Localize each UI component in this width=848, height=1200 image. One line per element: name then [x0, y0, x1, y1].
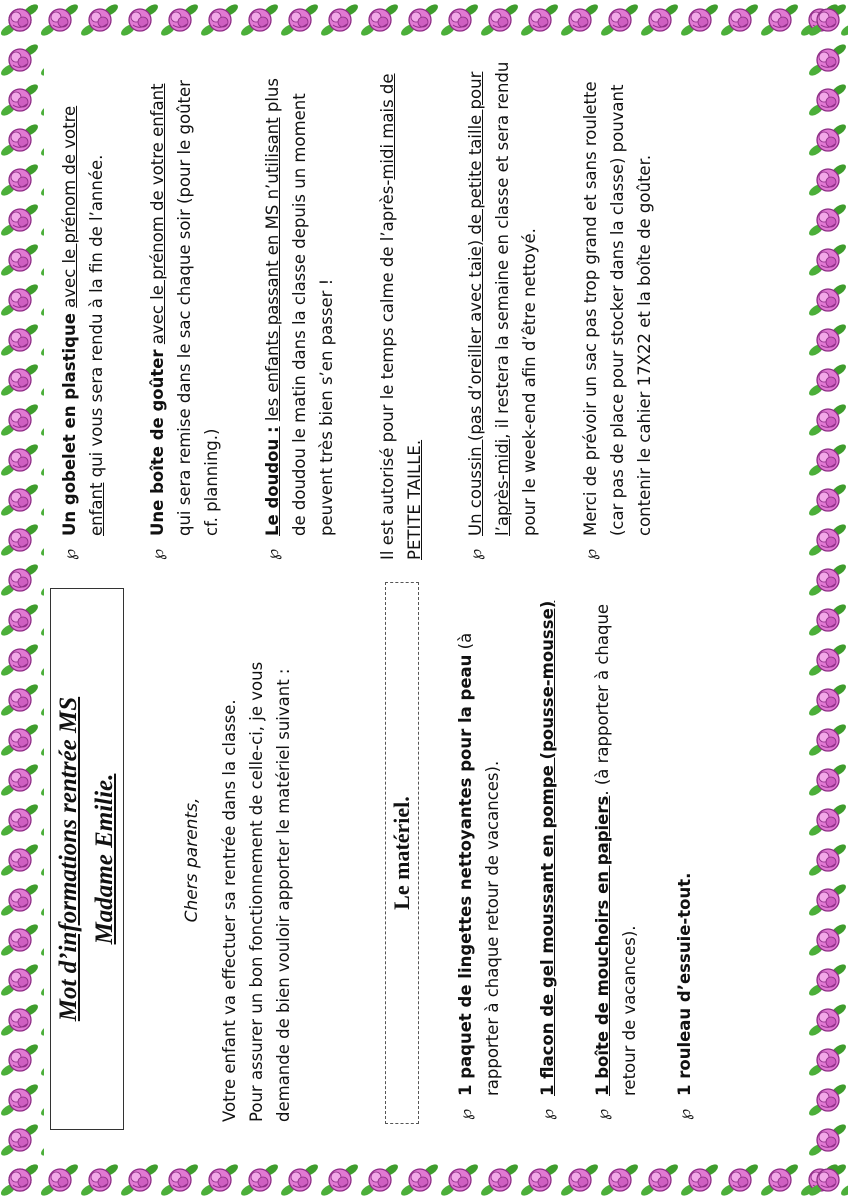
rose-border-bottom: [0, 1160, 848, 1200]
note-underlined: midi mais de PETITE TAILLE.: [378, 73, 424, 560]
material-item-essuie-tout: [671, 580, 698, 1120]
title-line-2: Madame Emilie.: [91, 773, 118, 945]
material-name: 1 paquet de lingettes nettoyantes pour la peau: [456, 654, 475, 1096]
rose-border-right: [808, 0, 848, 1200]
item-text: Merci de prévoir un sac pas trop grand et sans roulette (car pas de place pour stocker dans la classe) pouvant contenir le cahier 17X22 et la boîte de goûter.: [581, 81, 654, 536]
rose-border-left: [0, 0, 44, 1200]
material-name: 1 flacon de gel moussant en pompe (pousse-mousse): [538, 600, 557, 1096]
bullet-icon: ℘: [466, 548, 485, 560]
material-note: . (à rapporter à chaque retour de vacances).: [593, 603, 639, 1096]
item-underlined: les enfants passant en MS n’utilisant: [263, 117, 282, 422]
right-column: [56, 60, 692, 560]
item-text: qui sera remise dans le sac chaque soir (pour le goûter cf. planning.): [175, 80, 221, 536]
bullet-icon: ℘: [593, 1108, 612, 1120]
intro-line-2: Pour assurer un bon fonctionnement de celle-ci, je vous demande de bien vouloir apporter le matériel suivant :: [247, 661, 293, 1122]
item-underlined: avec le prénom de votre enfant: [148, 83, 167, 345]
item-title: Le doudou :: [263, 426, 282, 536]
note-text: Il est autorisé pour le temps calme de l’après-: [378, 179, 397, 560]
title-box: [50, 588, 124, 1130]
item-doudou: [259, 60, 340, 560]
materials-list: [452, 580, 726, 1120]
item-text: , il restera la semaine en classe et sera rendu pour le week-end afin d’être nettoyé.: [493, 61, 539, 536]
bullet-icon: ℘: [581, 548, 600, 560]
bullet-icon: ℘: [148, 548, 167, 560]
rose-border-top: [0, 0, 848, 44]
material-item-lingettes: [452, 580, 506, 1120]
material-name: 1 rouleau d’essuie-tout.: [675, 872, 694, 1096]
item-gobelet: [56, 60, 110, 560]
item-text: plus de doudou le matin dans la classe depuis un moment peuvent très bien s’en passer !: [263, 78, 336, 536]
bullet-icon: ℘: [538, 1108, 557, 1120]
intro-line-1: Votre enfant va effectuer sa rentrée dans la classe.: [220, 699, 239, 1122]
bullet-icon: ℘: [675, 1108, 694, 1120]
item-title: Une boîte de goûter: [148, 349, 167, 536]
material-item-gel: [534, 580, 561, 1120]
item-title: Un gobelet en plastique: [60, 313, 79, 536]
item-sac: [577, 60, 658, 560]
bullet-icon: ℘: [60, 548, 79, 560]
item-text: qui vous sera rendu à la fin de l’année.: [87, 154, 106, 483]
intro-paragraph: [216, 582, 297, 1122]
item-underlined: avec le prénom de votre enfant: [60, 105, 106, 536]
bullet-icon: ℘: [456, 1108, 475, 1120]
temps-calme-note: [374, 60, 428, 560]
title-line-1: Mot d’informations rentrée MS: [55, 696, 82, 1022]
greeting: Chers parents,: [182, 797, 202, 923]
section-title: Le matériel.: [385, 582, 419, 1124]
item-underlined: Un coussin (pas d’oreiller avec taie) de petite taille pour l’après-midi: [466, 71, 512, 536]
document-page: [44, 44, 808, 1160]
item-coussin: [462, 60, 543, 560]
item-boite-gouter: [144, 60, 225, 560]
material-note: (à rapporter à chaque retour de vacances).: [456, 632, 502, 1096]
material-item-mouchoirs: [589, 580, 643, 1120]
bullet-icon: ℘: [263, 548, 282, 560]
material-name: 1 boîte de mouchoirs en papiers: [593, 795, 612, 1096]
